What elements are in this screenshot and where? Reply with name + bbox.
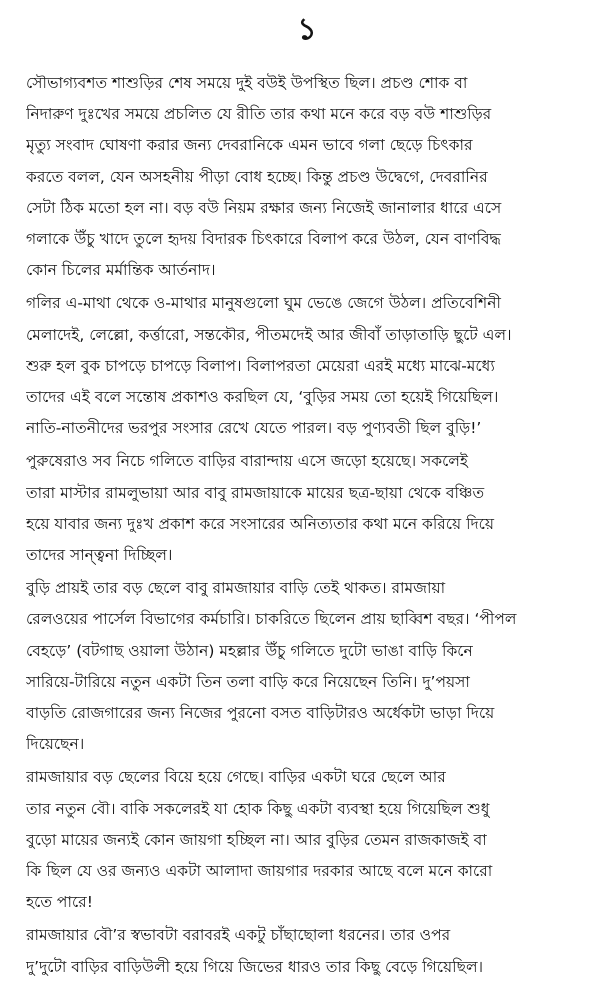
text-line: বুড়ি প্রায়ই তার বড় ছেলে বাবু রামজায়ার বাড়ি তেই থাকত। রামজায়া — [26, 579, 446, 598]
book-page — [26, 6, 588, 983]
text-line: তাদের এই বলে সন্তোষ প্রকাশও করছিল যে, ‘বুড়ির সময় তো হয়েই গিয়েছিল। — [26, 388, 499, 407]
text-line: করতে বলল, যেন অসহনীয় পীড়া বোধ হচ্ছে। কিন্তু প্রচণ্ড উদ্বেগে, দেবরানির — [26, 167, 488, 186]
text-line: দু’দুটো বাড়ির বাড়িউলী হয়ে গিয়ে জিভের ধারও তার কিছু বেড়ে গিয়েছিল। — [26, 957, 484, 976]
text-line: তার নতুন বৌ। বাকি সকলেরই যা হোক কিছু একটা ব্যবস্থা হয়ে গিয়েছিল শুধু — [26, 799, 490, 818]
text-line: পুরুষেরাও সব নিচে গলিতে বাড়ির বারান্দায় এসে জড়ো হয়েছে। সকলেই — [26, 452, 468, 471]
body-text — [26, 68, 588, 983]
text-line: রামজায়ার বৌ’র স্বভাবটা বরাবরই একটু চাঁছাছোলা ধরনের। তার ওপর — [26, 926, 451, 945]
page-number: ১ — [297, 12, 317, 47]
text-line: নাতি-নাতনীদের ভরপুর সংসার রেখে যেতে পারল। বড় পুণ্যবতী ছিল বুড়ি!’ — [26, 419, 482, 438]
text-line: গলাকে উঁচু খাদে তুলে হৃদয় বিদারক চিৎকারে বিলাপ করে উঠল, যেন বাণবিদ্ধ — [26, 230, 501, 249]
text-line: তাদের সান্ত্বনা দিচ্ছিল। — [26, 546, 173, 565]
text-line: সারিয়ে-টারিয়ে নতুন একটা তিন তলা বাড়ি করে নিয়েছেন তিনি। দু’পয়সা — [26, 672, 470, 691]
text-line: কোন চিলের মর্মান্তিক আর্তনাদ। — [26, 261, 216, 280]
text-line: নিদারুণ দুঃখের সময়ে প্রচলিত যে রীতি তার কথা মনে করে বড় বউ শাশুড়ির — [26, 105, 492, 124]
text-line: দিয়েছেন। — [26, 735, 85, 754]
text-line: বাড়তি রোজগারের জন্য নিজের পুরনো বসত বাড়িটারও অর্ধেকটা ভাড়া দিয়ে — [26, 704, 495, 723]
text-line: হতে পারে! — [26, 893, 93, 912]
paragraph-6 — [26, 920, 588, 982]
paragraph-4 — [26, 573, 588, 760]
text-line: সৌভাগ্যবশত শাশুড়ির শেষ সময়ে দুই বউই উপস্থিত ছিল। প্রচণ্ড শোক বা — [26, 74, 468, 92]
paragraph-3 — [26, 446, 588, 571]
text-line: বুড়ো মায়ের জন্যই কোন জায়গা হচ্ছিল না। আর বুড়ির তেমন রাজকাজই বা — [26, 830, 487, 849]
text-line: রেলওয়ের পার্সেল বিভাগের কর্মচারি। চাকরিতে ছিলেন প্রায় ছাব্বিশ বছর। ‘পীপল — [26, 610, 517, 629]
text-line: হয়ে যাবার জন্য দুঃখ প্রকাশ করে সংসারের অনিত্যতার কথা মনে করিয়ে দিয়ে — [26, 514, 495, 533]
text-line: সেটা ঠিক মতো হল না। বড় বউ নিয়ম রক্ষার জন্য নিজেই জানালার ধারে এসে — [26, 198, 502, 217]
text-line: মেলাদেই, লেল্লো, কর্ত্তারো, সন্তকৌর, পীতমদেই আর জীবাঁ তাড়াতাড়ি ছুটে এল। — [26, 325, 512, 344]
text-line: তারা মাস্টার রামলুভায়া আর বাবু রামজায়াকে মায়ের ছত্র-ছায়া থেকে বঞ্চিত — [26, 483, 485, 502]
paragraph-1 — [26, 68, 588, 286]
text-line: বেহড়ে’ (বটগাছ ওয়ালা উঠান) মহল্লার উঁচু গলিতে দুটো ভাঙা বাড়ি কিনে — [26, 641, 473, 660]
text-line: মৃত্যু সংবাদ ঘোষণা করার জন্য দেবরানিকে এমন ভাবে গলা ছেড়ে চিৎকার — [26, 136, 473, 155]
text-line: কি ছিল যে ওর জন্যও একটা আলাদা জায়গার দরকার আছে বলে মনে কারো — [26, 862, 493, 881]
text-line: শুরু হল বুক চাপড়ে চাপড়ে বিলাপ। বিলাপরতা মেয়েরা এরই মধ্যে মাঝে-মধ্যে — [26, 356, 495, 375]
paragraph-5 — [26, 762, 588, 918]
text-line: গলির এ-মাথা থেকে ও-মাথার মানুষগুলো ঘুম ভেঙে জেগে উঠল। প্রতিবেশিনী — [26, 294, 501, 313]
text-line: রামজায়ার বড় ছেলের বিয়ে হয়ে গেছে। বাড়ির একটা ঘরে ছেলে আর — [26, 768, 446, 787]
paragraph-2 — [26, 288, 588, 444]
